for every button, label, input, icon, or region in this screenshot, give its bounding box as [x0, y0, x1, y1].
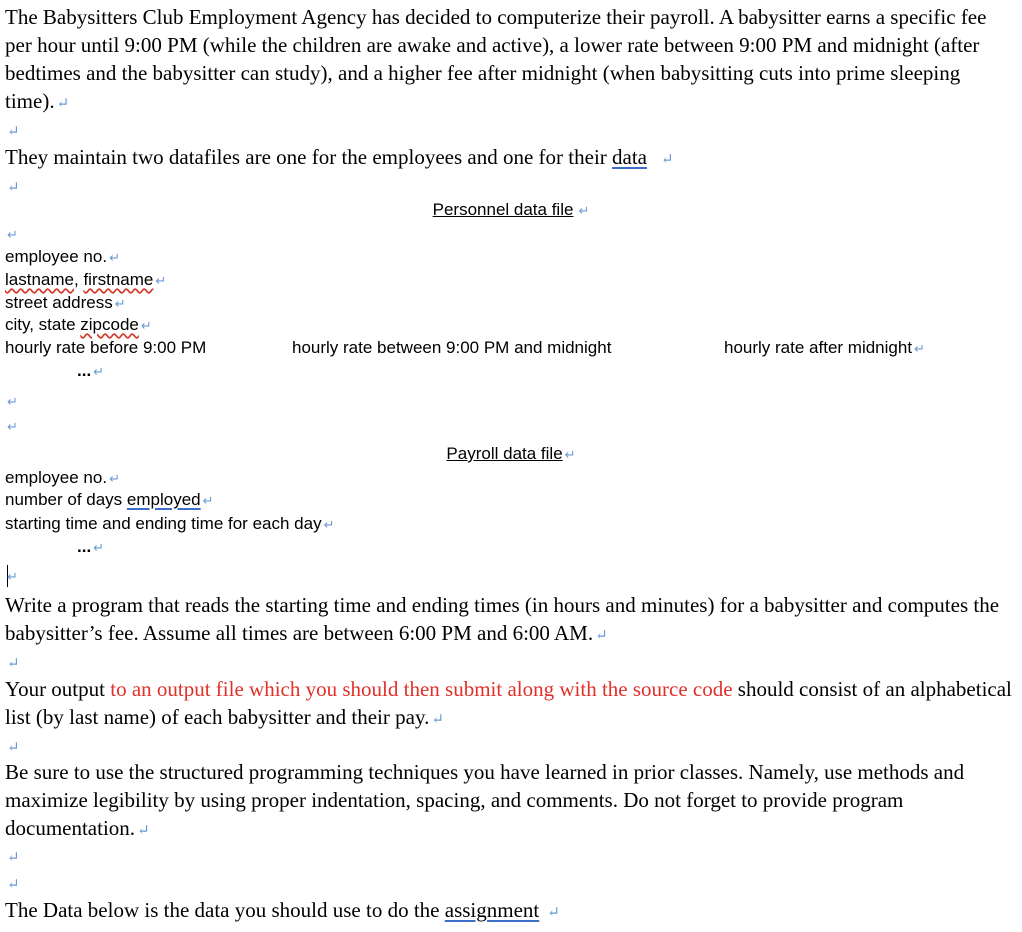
spell-flag-lastname[interactable]: lastname [5, 270, 74, 289]
program-text: Write a program that reads the starting time and ending times (in hours and minutes) for a babysitter and computes the babysitter’s fee. Assume all times are between 6:00 PM and 6:00 AM. [5, 593, 1000, 645]
personnel-city-text: city, state [5, 315, 81, 334]
payroll-days [5, 488, 214, 512]
paragraph-mark-icon: ↵ [114, 296, 126, 311]
personnel-city [5, 313, 152, 337]
grammar-flag-employed[interactable]: employed [126, 490, 201, 509]
datafiles-text: They maintain two datafiles are one for the employees and one for their [5, 145, 613, 169]
datafiles-paragraph [5, 143, 674, 174]
paragraph-mark-icon: ↵ [564, 447, 576, 462]
output-red-text: to an output file which you should then submit along with the source code [110, 677, 733, 701]
output-suffix: should consist of an alphabetical list (by last name) of each babysitter and their pay. [5, 677, 1012, 729]
data-below-paragraph [5, 896, 560, 927]
personnel-employee-no-text: employee no. [5, 247, 108, 266]
structured-paragraph [5, 758, 1015, 845]
paragraph-mark-icon: ↵ [7, 569, 18, 584]
paragraph-mark-icon: ↵ [7, 227, 18, 242]
payroll-employee-no [5, 466, 120, 490]
paragraph-mark-icon: ↵ [109, 250, 120, 265]
paragraph-mark-icon: ↵ [7, 656, 20, 672]
rate-between-text: hourly rate between 9:00 PM and midnight [292, 338, 612, 357]
empty-paragraph [5, 564, 18, 588]
output-prefix: Your output [5, 677, 111, 701]
intro-text: The Babysitters Club Employment Agency has decided to computerize their payroll. A babysitter earns a specific fee per hour until 9:00 PM (while the children are awake and active), a lower rate between 9:00 PM and midnight (after bedtimes and the babysitter can study), and a higher fee after midnight (when babysitting cuts into prime sleeping time). [5, 5, 987, 113]
paragraph-mark-icon: ↵ [914, 341, 925, 356]
personnel-name [5, 268, 166, 292]
output-paragraph [5, 675, 1015, 734]
paragraph-mark-icon: ↵ [547, 905, 560, 921]
paragraph-mark-icon: ↵ [7, 124, 20, 140]
rate-after-cell [724, 336, 925, 360]
paragraph-mark-icon: ↵ [431, 712, 444, 728]
empty-paragraph [5, 414, 18, 438]
personnel-street-text: street address [5, 293, 113, 312]
payroll-employee-no-text: employee no. [5, 468, 108, 487]
payroll-heading [0, 442, 1022, 466]
payroll-days-text: number of days [5, 490, 127, 509]
paragraph-mark-icon: ↵ [7, 877, 20, 893]
paragraph-mark-icon: ↵ [137, 823, 150, 839]
paragraph-mark-icon: ↵ [93, 364, 105, 379]
personnel-street [5, 291, 126, 315]
ellipsis-text: ... [77, 537, 92, 556]
program-paragraph [5, 591, 1015, 650]
paragraph-mark-icon: ↵ [595, 628, 608, 644]
paragraph-mark-icon: ↵ [202, 493, 214, 508]
paragraph-mark-icon: ↵ [56, 96, 70, 112]
paragraph-mark-icon: ↵ [7, 740, 20, 756]
payroll-times-text: starting time and ending time for each day [5, 514, 322, 533]
name-separator: , [73, 270, 84, 289]
rate-before-text: hourly rate before 9:00 PM [5, 338, 207, 357]
paragraph-mark-icon: ↵ [155, 273, 167, 288]
paragraph-mark-icon: ↵ [109, 471, 120, 486]
empty-paragraph [5, 868, 20, 899]
empty-paragraph [5, 222, 18, 246]
personnel-employee-no [5, 245, 120, 269]
paragraph-mark-icon: ↵ [578, 203, 590, 218]
rate-after-text: hourly rate after midnight [724, 338, 913, 357]
paragraph-mark-icon: ↵ [7, 394, 18, 409]
empty-paragraph [5, 115, 20, 146]
paragraph-mark-icon: ↵ [7, 850, 20, 866]
structured-text: Be sure to use the structured programming techniques you have learned in prior classes. Namely, use methods and maximize legibility by using proper indentation, spacing, and comments. Do not forget to provide program documentation. [5, 760, 965, 840]
grammar-flag-assignment[interactable]: assignment [444, 898, 540, 922]
personnel-rates-row [0, 336, 1022, 359]
payroll-ellipsis [77, 535, 104, 559]
intro-paragraph [5, 3, 1015, 118]
paragraph-mark-icon: ↵ [140, 318, 152, 333]
personnel-title: Personnel data file [432, 200, 574, 219]
paragraph-mark-icon: ↵ [7, 180, 20, 196]
spell-flag-firstname[interactable]: firstname [83, 270, 154, 289]
empty-paragraph [5, 647, 20, 678]
data-below-text: The Data below is the data you should use to do the [5, 898, 445, 922]
paragraph-mark-icon: ↵ [93, 540, 105, 555]
personnel-heading [0, 198, 1022, 222]
payroll-times [5, 512, 334, 536]
paragraph-mark-icon: ↵ [7, 419, 18, 434]
grammar-flag-word[interactable]: data [612, 145, 648, 169]
spell-flag-zipcode[interactable]: zipcode [80, 315, 139, 334]
payroll-title: Payroll data file [446, 444, 563, 463]
personnel-ellipsis [77, 359, 104, 383]
paragraph-mark-icon: ↵ [323, 517, 335, 532]
paragraph-mark-icon: ↵ [661, 152, 674, 168]
empty-paragraph [5, 389, 18, 413]
ellipsis-text: ... [77, 361, 92, 380]
